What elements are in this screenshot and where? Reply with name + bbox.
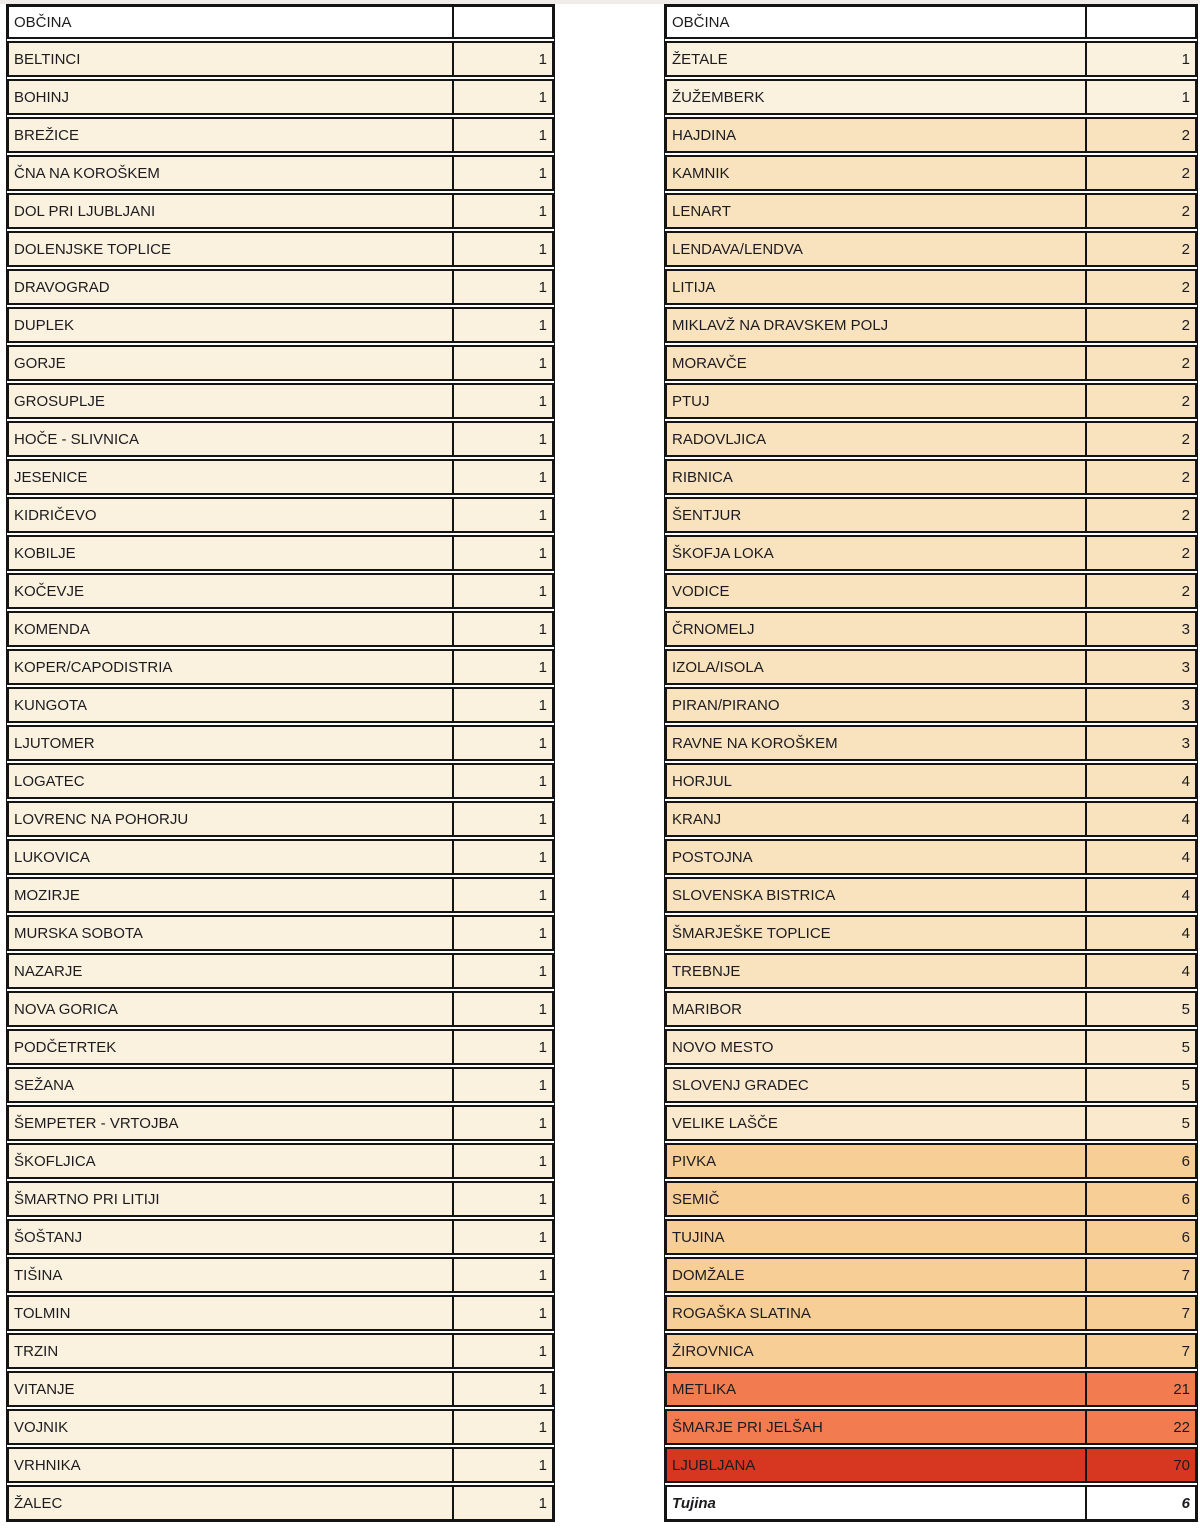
table-row [7,1105,554,1141]
municipality-count-cell[interactable]: 4 [1085,803,1195,835]
municipality-name-cell[interactable]: LOVRENC NA POHORJU [14,810,189,828]
municipality-count-cell[interactable]: 1 [452,689,552,721]
municipality-name-cell[interactable]: ŽALEC [14,1494,63,1512]
municipality-count-cell[interactable]: 1 [452,955,552,987]
municipality-name-cell[interactable]: ŠKOFLJICA [14,1152,96,1170]
municipality-count-cell[interactable]: 1 [452,309,552,341]
municipality-name-cell[interactable]: SLOVENSKA BISTRICA [672,886,836,904]
table-row [665,1143,1197,1179]
table-row [665,1295,1197,1331]
municipality-count-cell[interactable]: 2 [1085,119,1195,151]
municipality-name-cell[interactable]: KRANJ [672,810,722,828]
municipality-count-cell[interactable]: 2 [1085,271,1195,303]
table-row [665,611,1197,647]
municipality-count-cell[interactable]: 3 [1085,689,1195,721]
table-row [665,1181,1197,1217]
municipality-name-cell[interactable]: TUJINA [672,1228,725,1246]
municipality-count-cell[interactable]: 1 [452,765,552,797]
table-row [665,953,1197,989]
table-row [665,877,1197,913]
table-row [665,459,1197,495]
municipality-count-table-right [664,4,1198,1522]
table-row [7,1181,554,1217]
municipality-count-cell[interactable]: 22 [1085,1411,1195,1443]
municipality-count-cell[interactable]: 1 [452,1487,552,1519]
municipality-name-cell[interactable]: ŠMARJEŠKE TOPLICE [672,924,831,942]
table-row [665,1257,1197,1293]
table-row [7,1067,554,1103]
header-row [665,5,1197,39]
municipality-count-cell[interactable]: 21 [1085,1373,1195,1405]
municipality-name-cell[interactable]: NOVO MESTO [672,1038,774,1056]
table-row [665,991,1197,1027]
municipality-name-cell[interactable]: KOČEVJE [14,582,85,600]
table-row [7,421,554,457]
table-row [7,801,554,837]
table-row [665,1409,1197,1445]
municipality-count-cell[interactable]: 2 [1085,385,1195,417]
municipality-name-cell[interactable]: ŠEMPETER - VRTOJBA [14,1114,179,1132]
municipality-count-cell[interactable]: 1 [452,499,552,531]
municipality-count-cell[interactable]: 1 [1085,81,1195,113]
municipality-name-cell[interactable]: MOZIRJE [14,886,80,904]
municipality-name-cell[interactable]: LUKOVICA [14,848,90,866]
municipality-name-cell[interactable]: DOL PRI LJUBLJANI [14,202,156,220]
table-row [7,839,554,875]
table-row [665,839,1197,875]
municipality-name-cell[interactable]: HOČE - SLIVNICA [14,430,140,448]
municipality-count-cell[interactable]: 2 [1085,575,1195,607]
municipality-count-cell[interactable]: 6 [1085,1487,1195,1519]
municipality-name-cell[interactable]: KOMENDA [14,620,90,638]
table-row [665,155,1197,191]
municipality-count-cell[interactable]: 1 [452,575,552,607]
municipality-name-cell[interactable]: VRHNIKA [14,1456,81,1474]
municipality-name-cell[interactable]: TRZIN [14,1342,59,1360]
municipality-name-cell[interactable]: Tujina [672,1494,716,1512]
municipality-name-cell[interactable]: LITIJA [672,278,716,296]
municipality-count-cell[interactable]: 1 [452,233,552,265]
table-row [7,231,554,267]
municipality-name-cell[interactable]: PTUJ [672,392,710,410]
municipality-name-cell[interactable]: ŽIROVNICA [672,1342,754,1360]
table-body [7,41,554,1521]
municipality-count-cell[interactable]: 1 [452,1449,552,1481]
municipality-count-cell[interactable]: 1 [452,461,552,493]
table-row [7,497,554,533]
table-row [7,1371,554,1407]
header-obcina-cell[interactable]: OBČINA [672,13,730,31]
municipality-name-cell[interactable]: BELTINCI [14,50,81,68]
municipality-count-cell[interactable]: 1 [452,803,552,835]
municipality-count-cell[interactable]: 1 [452,423,552,455]
municipality-name-cell[interactable]: HORJUL [672,772,733,790]
municipality-name-cell[interactable]: SLOVENJ GRADEC [672,1076,809,1094]
municipality-count-cell[interactable]: 2 [1085,499,1195,531]
municipality-count-cell[interactable]: 4 [1085,841,1195,873]
municipality-count-cell[interactable]: 1 [452,195,552,227]
municipality-count-cell[interactable]: 6 [1085,1145,1195,1177]
municipality-count-cell[interactable]: 1 [452,537,552,569]
municipality-count-cell[interactable]: 1 [452,1031,552,1063]
municipality-count-cell[interactable]: 70 [1085,1449,1195,1481]
municipality-count-cell[interactable]: 1 [452,879,552,911]
municipality-name-cell[interactable]: ŽETALE [672,50,728,68]
municipality-count-cell[interactable]: 1 [452,993,552,1025]
municipality-count-cell[interactable]: 2 [1085,233,1195,265]
municipality-name-cell[interactable]: SEMIČ [672,1190,720,1208]
municipality-name-cell[interactable]: RADOVLJICA [672,430,767,448]
municipality-name-cell[interactable]: KIDRIČEVO [14,506,97,524]
municipality-name-cell[interactable]: SEŽANA [14,1076,75,1094]
table-row [665,41,1197,77]
municipality-name-cell[interactable]: KAMNIK [672,164,730,182]
municipality-name-cell[interactable]: DRAVOGRAD [14,278,110,296]
municipality-name-cell[interactable]: BOHINJ [14,88,70,106]
municipality-count-cell[interactable]: 1 [452,43,552,75]
municipality-name-cell[interactable]: KOBILJE [14,544,76,562]
table-row [665,763,1197,799]
table-row [7,1333,554,1369]
table-row [7,345,554,381]
municipality-count-cell[interactable]: 1 [452,613,552,645]
table-row [7,383,554,419]
table-row [665,1333,1197,1369]
municipality-count-cell[interactable]: 1 [452,1145,552,1177]
municipality-count-cell[interactable]: 5 [1085,993,1195,1025]
table-row [7,915,554,951]
table-row [7,1295,554,1331]
municipality-name-cell[interactable]: VODICE [672,582,730,600]
table-row [665,687,1197,723]
table-row [665,231,1197,267]
table-row [7,1409,554,1445]
table-row [7,649,554,685]
table-row [7,155,554,191]
municipality-name-cell[interactable]: IZOLA/ISOLA [672,658,764,676]
municipality-count-cell[interactable]: 1 [452,1297,552,1329]
municipality-count-cell[interactable]: 1 [452,727,552,759]
table-row [7,41,554,77]
municipality-name-cell[interactable]: DUPLEK [14,316,75,334]
municipality-name-cell[interactable]: TOLMIN [14,1304,71,1322]
municipality-name-cell[interactable]: RAVNE NA KOROŠKEM [672,734,838,752]
municipality-name-cell[interactable]: TIŠINA [14,1266,63,1284]
municipality-count-cell[interactable]: 3 [1085,727,1195,759]
municipality-name-cell[interactable]: LJUBLJANA [672,1456,756,1474]
municipality-count-cell[interactable]: 1 [452,347,552,379]
table-row [7,763,554,799]
municipality-name-cell[interactable]: LENDAVA/LENDVA [672,240,803,258]
table-row [665,79,1197,115]
municipality-name-cell[interactable]: ŽUŽEMBERK [672,88,765,106]
municipality-count-cell[interactable]: 6 [1085,1221,1195,1253]
municipality-name-cell[interactable]: TREBNJE [672,962,741,980]
municipality-count-cell[interactable]: 1 [452,1221,552,1253]
municipality-count-cell[interactable]: 1 [452,1259,552,1291]
table-row [7,193,554,229]
municipality-count-cell[interactable]: 2 [1085,347,1195,379]
table-row [7,953,554,989]
municipality-count-cell[interactable]: 2 [1085,461,1195,493]
municipality-count-cell[interactable]: 1 [452,385,552,417]
table-row [665,345,1197,381]
municipality-name-cell[interactable]: MURSKA SOBOTA [14,924,143,942]
municipality-name-cell[interactable]: MIKLAVŽ NA DRAVSKEM POLJ [672,316,889,334]
municipality-name-cell[interactable]: JESENICE [14,468,88,486]
table-row [665,1067,1197,1103]
municipality-name-cell[interactable]: ŠENTJUR [672,506,742,524]
table-row [665,1105,1197,1141]
municipality-count-cell[interactable]: 1 [452,81,552,113]
municipality-count-cell[interactable]: 1 [452,1183,552,1215]
municipality-count-cell[interactable]: 5 [1085,1031,1195,1063]
municipality-count-cell[interactable]: 3 [1085,613,1195,645]
municipality-count-cell[interactable]: 2 [1085,537,1195,569]
municipality-count-cell[interactable]: 5 [1085,1107,1195,1139]
municipality-name-cell[interactable]: RIBNICA [672,468,733,486]
municipality-name-cell[interactable]: VITANJE [14,1380,75,1398]
table-row [665,649,1197,685]
table-row [665,307,1197,343]
table-row [665,1029,1197,1065]
municipality-count-cell[interactable]: 1 [452,1411,552,1443]
table-row [665,1219,1197,1255]
table-row [665,915,1197,951]
municipality-count-table-left [6,4,555,1522]
municipality-count-cell[interactable]: 3 [1085,651,1195,683]
municipality-count-cell[interactable]: 1 [452,271,552,303]
municipality-count-cell[interactable]: 1 [452,651,552,683]
municipality-count-cell[interactable]: 7 [1085,1259,1195,1291]
table-row [7,1143,554,1179]
municipality-name-cell[interactable]: ŠMARTNO PRI LITIJI [14,1190,160,1208]
table-row [665,801,1197,837]
municipality-name-cell[interactable]: ČRNOMELJ [672,620,755,638]
municipality-count-cell[interactable]: 2 [1085,309,1195,341]
municipality-name-cell[interactable]: PIVKA [672,1152,717,1170]
municipality-count-cell[interactable]: 2 [1085,423,1195,455]
municipality-name-cell[interactable]: ČNA NA KOROŠKEM [14,164,160,182]
table-row [7,459,554,495]
municipality-count-cell[interactable]: 6 [1085,1183,1195,1215]
table-row [7,535,554,571]
municipality-count-cell[interactable]: 1 [452,1107,552,1139]
municipality-count-cell[interactable]: 1 [452,841,552,873]
table-row [665,117,1197,153]
municipality-count-cell[interactable]: 2 [1085,157,1195,189]
municipality-name-cell[interactable]: MORAVČE [672,354,747,372]
table-row [7,573,554,609]
header-count-cell[interactable] [452,7,552,37]
table-row [665,421,1197,457]
table-row [7,1485,554,1521]
table-row [665,1371,1197,1407]
table-row [7,117,554,153]
table-row [7,79,554,115]
table-row [665,535,1197,571]
municipality-count-cell[interactable]: 4 [1085,955,1195,987]
table-row [7,991,554,1027]
municipality-count-cell[interactable]: 1 [452,1335,552,1367]
municipality-name-cell[interactable]: LOGATEC [14,772,85,790]
municipality-name-cell[interactable]: DOMŽALE [672,1266,745,1284]
municipality-count-cell[interactable]: 4 [1085,917,1195,949]
header-obcina-cell[interactable]: OBČINA [14,13,72,31]
municipality-name-cell[interactable]: HAJDINA [672,126,737,144]
table-footer-row [665,1485,1197,1521]
municipality-name-cell[interactable]: BREŽICE [14,126,80,144]
municipality-count-cell[interactable]: 1 [452,119,552,151]
municipality-name-cell[interactable]: NOVA GORICA [14,1000,118,1018]
municipality-name-cell[interactable]: PODČETRTEK [14,1038,117,1056]
table-row [7,1447,554,1483]
header-count-cell[interactable] [1085,7,1195,37]
table-row [7,269,554,305]
table-row [665,1447,1197,1483]
municipality-count-cell[interactable]: 4 [1085,879,1195,911]
table-row [7,725,554,761]
municipality-name-cell[interactable]: PIRAN/PIRANO [672,696,780,714]
municipality-name-cell[interactable]: MARIBOR [672,1000,743,1018]
table-row [7,1029,554,1065]
table-row [665,193,1197,229]
table-row [665,383,1197,419]
municipality-count-cell[interactable]: 1 [452,917,552,949]
municipality-name-cell[interactable]: ŠOŠTANJ [14,1228,83,1246]
municipality-name-cell[interactable]: METLIKA [672,1380,737,1398]
municipality-name-cell[interactable]: GORJE [14,354,66,372]
municipality-name-cell[interactable]: KUNGOTA [14,696,88,714]
table-row [665,725,1197,761]
municipality-name-cell[interactable]: DOLENJSKE TOPLICE [14,240,172,258]
municipality-name-cell[interactable]: VELIKE LAŠČE [672,1114,778,1132]
municipality-name-cell[interactable]: POSTOJNA [672,848,753,866]
municipality-count-cell[interactable]: 2 [1085,195,1195,227]
municipality-name-cell[interactable]: GROSUPLJE [14,392,105,410]
table-row [7,1257,554,1293]
municipality-name-cell[interactable]: NAZARJE [14,962,83,980]
municipality-name-cell[interactable]: ROGAŠKA SLATINA [672,1304,811,1322]
municipality-count-cell[interactable]: 1 [1085,43,1195,75]
municipality-name-cell[interactable]: VOJNIK [14,1418,69,1436]
table-row [7,687,554,723]
municipality-count-cell[interactable]: 1 [452,1069,552,1101]
municipality-count-cell[interactable]: 4 [1085,765,1195,797]
table-body [665,41,1197,1521]
table-row [7,307,554,343]
header-row [7,5,554,39]
table-row [7,877,554,913]
municipality-name-cell[interactable]: LJUTOMER [14,734,95,752]
municipality-name-cell[interactable]: ŠKOFJA LOKA [672,544,774,562]
municipality-count-cell[interactable]: 5 [1085,1069,1195,1101]
municipality-count-cell[interactable]: 1 [452,1373,552,1405]
table-row [7,1219,554,1255]
table-row [665,269,1197,305]
table-row [665,497,1197,533]
table-row [665,573,1197,609]
municipality-count-cell[interactable]: 1 [452,157,552,189]
table-row [7,611,554,647]
municipality-count-cell[interactable]: 7 [1085,1335,1195,1367]
municipality-name-cell[interactable]: KOPER/CAPODISTRIA [14,658,173,676]
municipality-name-cell[interactable]: LENART [672,202,731,220]
municipality-name-cell[interactable]: ŠMARJE PRI JELŠAH [672,1418,823,1436]
municipality-count-cell[interactable]: 7 [1085,1297,1195,1329]
